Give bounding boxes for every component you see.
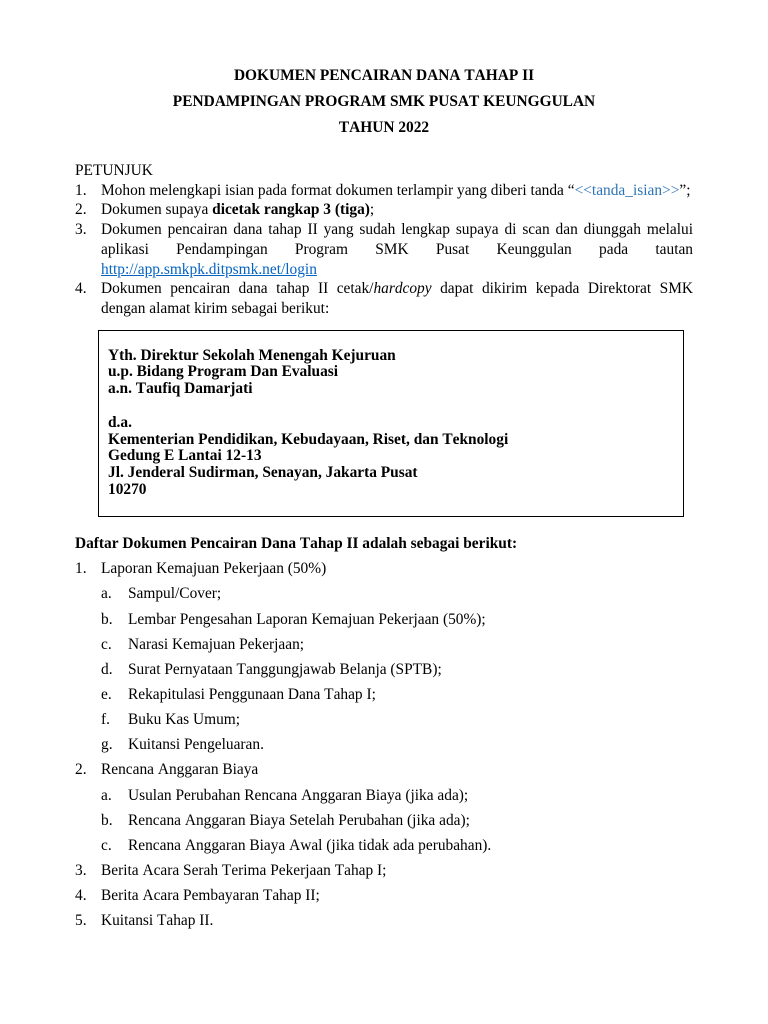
document-content <box>75 0 693 933</box>
document-subitem <box>101 682 693 707</box>
document-item-row <box>75 908 693 933</box>
postal-code: 10270 <box>108 481 147 498</box>
address-line: Kementerian Pendidikan, Kebudayaan, Riset, dan Teknologi <box>108 430 509 448</box>
subitem-label: Narasi Kemajuan Pekerjaan; <box>128 635 305 653</box>
instruction-text <box>101 200 693 220</box>
item-number: 4. <box>75 887 87 905</box>
document-subitem <box>101 783 693 808</box>
item-number: 4. <box>75 280 87 298</box>
instruction-text-part: dapat dikirim kepada Direktorat SMK dengan alamat kirim sebagai berikut: <box>101 280 693 317</box>
instruction-item-1 <box>75 181 693 201</box>
subitem-letter: g. <box>101 736 113 754</box>
document-item-1 <box>75 556 693 757</box>
instruction-text-part: ; <box>369 201 375 219</box>
item-number: 2. <box>75 201 87 219</box>
address-recipient <box>108 348 674 398</box>
upload-link[interactable]: http://app.smkpk.ditpsmk.net/login <box>101 260 317 278</box>
instruction-item-4 <box>75 279 693 318</box>
instruction-text-part: Mohon melengkapi isian pada format dokumen terlampir yang diberi tanda “ <box>101 181 575 199</box>
document-subitem <box>101 808 693 833</box>
title-line-year: TAHUN 2022 <box>338 119 430 136</box>
subitem-label: Buku Kas Umum; <box>128 711 241 729</box>
instruction-bold-text: dicetak rangkap 3 (tiga) <box>212 201 370 219</box>
document-list <box>75 556 693 933</box>
subitem-letter: d. <box>101 660 113 678</box>
instruction-text <box>101 181 693 201</box>
instruction-text-part: ”; <box>679 181 691 199</box>
instruction-item-2 <box>75 200 693 220</box>
subitem-letter: a. <box>101 585 112 603</box>
subitem-label: Lembar Pengesahan Laporan Kemajuan Pekerjaan (50%); <box>128 610 486 628</box>
title-line-main: DOKUMEN PENCAIRAN DANA TAHAP II <box>233 67 535 84</box>
document-list-heading: Daftar Dokumen Pencairan Dana Tahap II adalah sebagai berikut: <box>75 535 518 553</box>
address-details <box>108 415 674 499</box>
instruction-text <box>101 279 693 318</box>
document-subitem <box>101 581 693 606</box>
subitem-label: Rencana Anggaran Biaya Setelah Perubahan (jika ada); <box>128 811 470 829</box>
address-line: Jl. Jenderal Sudirman, Senayan, Jakarta Pusat <box>108 464 418 482</box>
address-line: d.a. <box>108 413 132 431</box>
subitem-letter: f. <box>101 711 110 729</box>
document-item-row <box>75 757 693 782</box>
document-item-label: Laporan Kemajuan Pekerjaan (50%) <box>101 560 327 578</box>
recipient-line: a.n. Taufiq Damarjati <box>108 380 253 398</box>
document-subitem <box>101 607 693 632</box>
instruction-text-part: Dokumen supaya <box>101 201 213 219</box>
item-number: 5. <box>75 912 87 930</box>
subitem-label: Rencana Anggaran Biaya Awal (jika tidak ada perubahan). <box>128 836 492 854</box>
document-item-label: Kuitansi Tahap II. <box>101 912 214 930</box>
item-number: 1. <box>75 181 87 199</box>
instruction-text-part: Dokumen pencairan dana tahap II yang sudah lengkap supaya di scan dan diunggah melalui aplikasi Pendampingan Program SMK Pusat Keunggulan pada tautan <box>101 221 693 258</box>
item-number: 1. <box>75 560 87 578</box>
item-number: 3. <box>75 221 87 239</box>
document-item-2 <box>75 757 693 858</box>
placeholder-tag: <<tanda_isian>> <box>574 181 680 199</box>
item-number: 3. <box>75 862 87 880</box>
subitem-label: Sampul/Cover; <box>128 585 222 603</box>
address-line: Gedung E Lantai 12-13 <box>108 447 262 465</box>
document-item-row <box>75 858 693 883</box>
subitem-label: Surat Pernyataan Tanggungjawab Belanja (SPTB); <box>128 660 442 678</box>
subitem-letter: a. <box>101 786 112 804</box>
title-line-program: PENDAMPINGAN PROGRAM SMK PUSAT KEUNGGULAN <box>172 93 596 110</box>
instructions-heading: PETUNJUK <box>75 162 153 179</box>
document-subitem <box>101 707 693 732</box>
document-item-label: Berita Acara Serah Terima Pekerjaan Tahap I; <box>101 862 387 880</box>
recipient-line: Yth. Direktur Sekolah Menengah Kejuruan <box>108 346 396 364</box>
document-item-label: Berita Acara Pembayaran Tahap II; <box>101 887 320 905</box>
document-item-4 <box>75 883 693 908</box>
document-item-row <box>75 883 693 908</box>
subitem-letter: b. <box>101 811 113 829</box>
instruction-text <box>101 220 693 279</box>
document-sublist <box>101 783 693 858</box>
recipient-line: u.p. Bidang Program Dan Evaluasi <box>108 363 339 381</box>
instruction-italic-text: hardcopy <box>373 280 432 298</box>
document-item-label: Rencana Anggaran Biaya <box>101 761 259 779</box>
subitem-letter: c. <box>101 635 112 653</box>
document-item-5 <box>75 908 693 933</box>
instruction-item-3 <box>75 220 693 279</box>
subitem-label: Usulan Perubahan Rencana Anggaran Biaya (jika ada); <box>128 786 469 804</box>
document-item-3 <box>75 858 693 883</box>
document-subitem <box>101 732 693 757</box>
document-sublist <box>101 581 693 757</box>
subitem-label: Rekapitulasi Penggunaan Dana Tahap I; <box>128 686 376 704</box>
subitem-letter: c. <box>101 836 112 854</box>
document-item-row <box>75 556 693 581</box>
instructions-list <box>75 181 693 319</box>
address-box <box>98 330 684 517</box>
document-subitem <box>101 833 693 858</box>
instruction-text-part: Dokumen pencairan dana tahap II cetak/ <box>101 280 374 298</box>
document-title <box>75 63 693 141</box>
subitem-letter: e. <box>101 686 112 704</box>
subitem-letter: b. <box>101 610 113 628</box>
subitem-label: Kuitansi Pengeluaran. <box>128 736 264 754</box>
item-number: 2. <box>75 761 87 779</box>
document-subitem <box>101 632 693 657</box>
document-subitem <box>101 657 693 682</box>
